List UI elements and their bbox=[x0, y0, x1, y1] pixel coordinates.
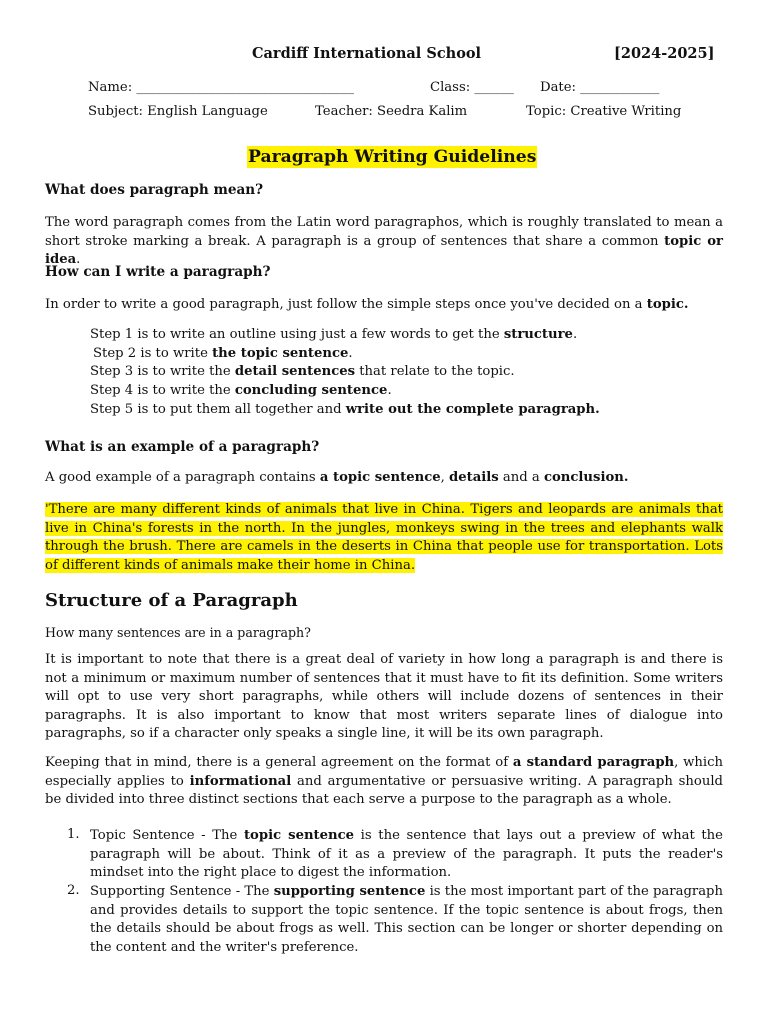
format-paragraph: Keeping that in mind, there is a general agreement on the format of a standard paragraph, which especially applies to informational and argumentative or persuasive writing. A paragraph should be divided into three distinct sections that each serve a purpose to the paragraph as a whole. bbox=[45, 755, 723, 808]
step-item: Step 2 is to write the topic sentence. bbox=[93, 346, 353, 361]
page-title: Paragraph Writing Guidelines bbox=[248, 147, 537, 167]
step-item: Step 3 is to write the detail sentences that relate to the topic. bbox=[90, 364, 515, 379]
list-item: Supporting Sentence - The supporting sentence is the most important part of the paragraph and provides details to support the topic sentence. If the topic sentence is about frogs, then the details should be about frogs as well. This section can be longer or shorter depending on the content and the writer's preference. bbox=[90, 884, 723, 955]
structure-question: How many sentences are in a paragraph? bbox=[45, 625, 311, 640]
list-item: Topic Sentence - The topic sentence is the sentence that lays out a preview of what the paragraph will be about. Think of it as a preview of the paragraph. It puts the reader's mindset into the right place to digest the information. bbox=[90, 828, 723, 881]
list-number: 1. bbox=[67, 827, 80, 842]
teacher-label: Teacher: Seedra Kalim bbox=[315, 104, 468, 119]
example-intro: A good example of a paragraph contains a topic sentence, details and a conclusion. bbox=[45, 470, 629, 485]
school-year: [2024-2025] bbox=[614, 45, 715, 62]
question-heading: How can I write a paragraph? bbox=[45, 264, 271, 280]
list-number: 2. bbox=[67, 883, 80, 898]
section-heading: Structure of a Paragraph bbox=[45, 590, 298, 611]
class-field: Class: ______ bbox=[430, 80, 514, 95]
step-item: Step 5 is to put them all together and write out the complete paragraph. bbox=[90, 402, 600, 417]
structure-paragraph: It is important to note that there is a great deal of variety in how long a paragraph is and there is not a minimum or maximum number of sentences that it must have to fit its definition. Some writers will opt to use very short paragraphs, while others will include dozens of sentences in their paragraphs. It is also important to know that most writers separate lines of dialogue into paragraphs, so if a character only speaks a single line, it will be its own paragraph. bbox=[45, 652, 723, 742]
question-heading: What does paragraph mean? bbox=[45, 182, 264, 198]
example-paragraph: 'There are many different kinds of animals that live in China. Tigers and leopards are animals that live in China's forests in the north. In the jungles, monkeys swing in the trees and elephants walk through the brush. There are camels in the deserts in China that people use for transportation. Lots of different kinds of animals make their home in China. bbox=[45, 502, 723, 573]
step-item: Step 4 is to write the concluding sentence. bbox=[90, 383, 392, 398]
subject-label: Subject: English Language bbox=[88, 104, 268, 119]
question-heading: What is an example of a paragraph? bbox=[45, 439, 320, 455]
steps-intro: In order to write a good paragraph, just follow the simple steps once you've decided on a topic. bbox=[45, 297, 689, 312]
step-item: Step 1 is to write an outline using just a few words to get the structure. bbox=[90, 327, 578, 342]
date-field: Date: ____________ bbox=[540, 80, 660, 95]
topic-label: Topic: Creative Writing bbox=[526, 104, 682, 119]
name-field: Name: _________________________________ bbox=[88, 80, 354, 95]
definition-paragraph: The word paragraph comes from the Latin word paragraphos, which is roughly translated to mean a short stroke marking a break. A paragraph is a group of sentences that share a common topic or idea. bbox=[45, 215, 724, 268]
school-name: Cardiff International School bbox=[252, 45, 482, 62]
